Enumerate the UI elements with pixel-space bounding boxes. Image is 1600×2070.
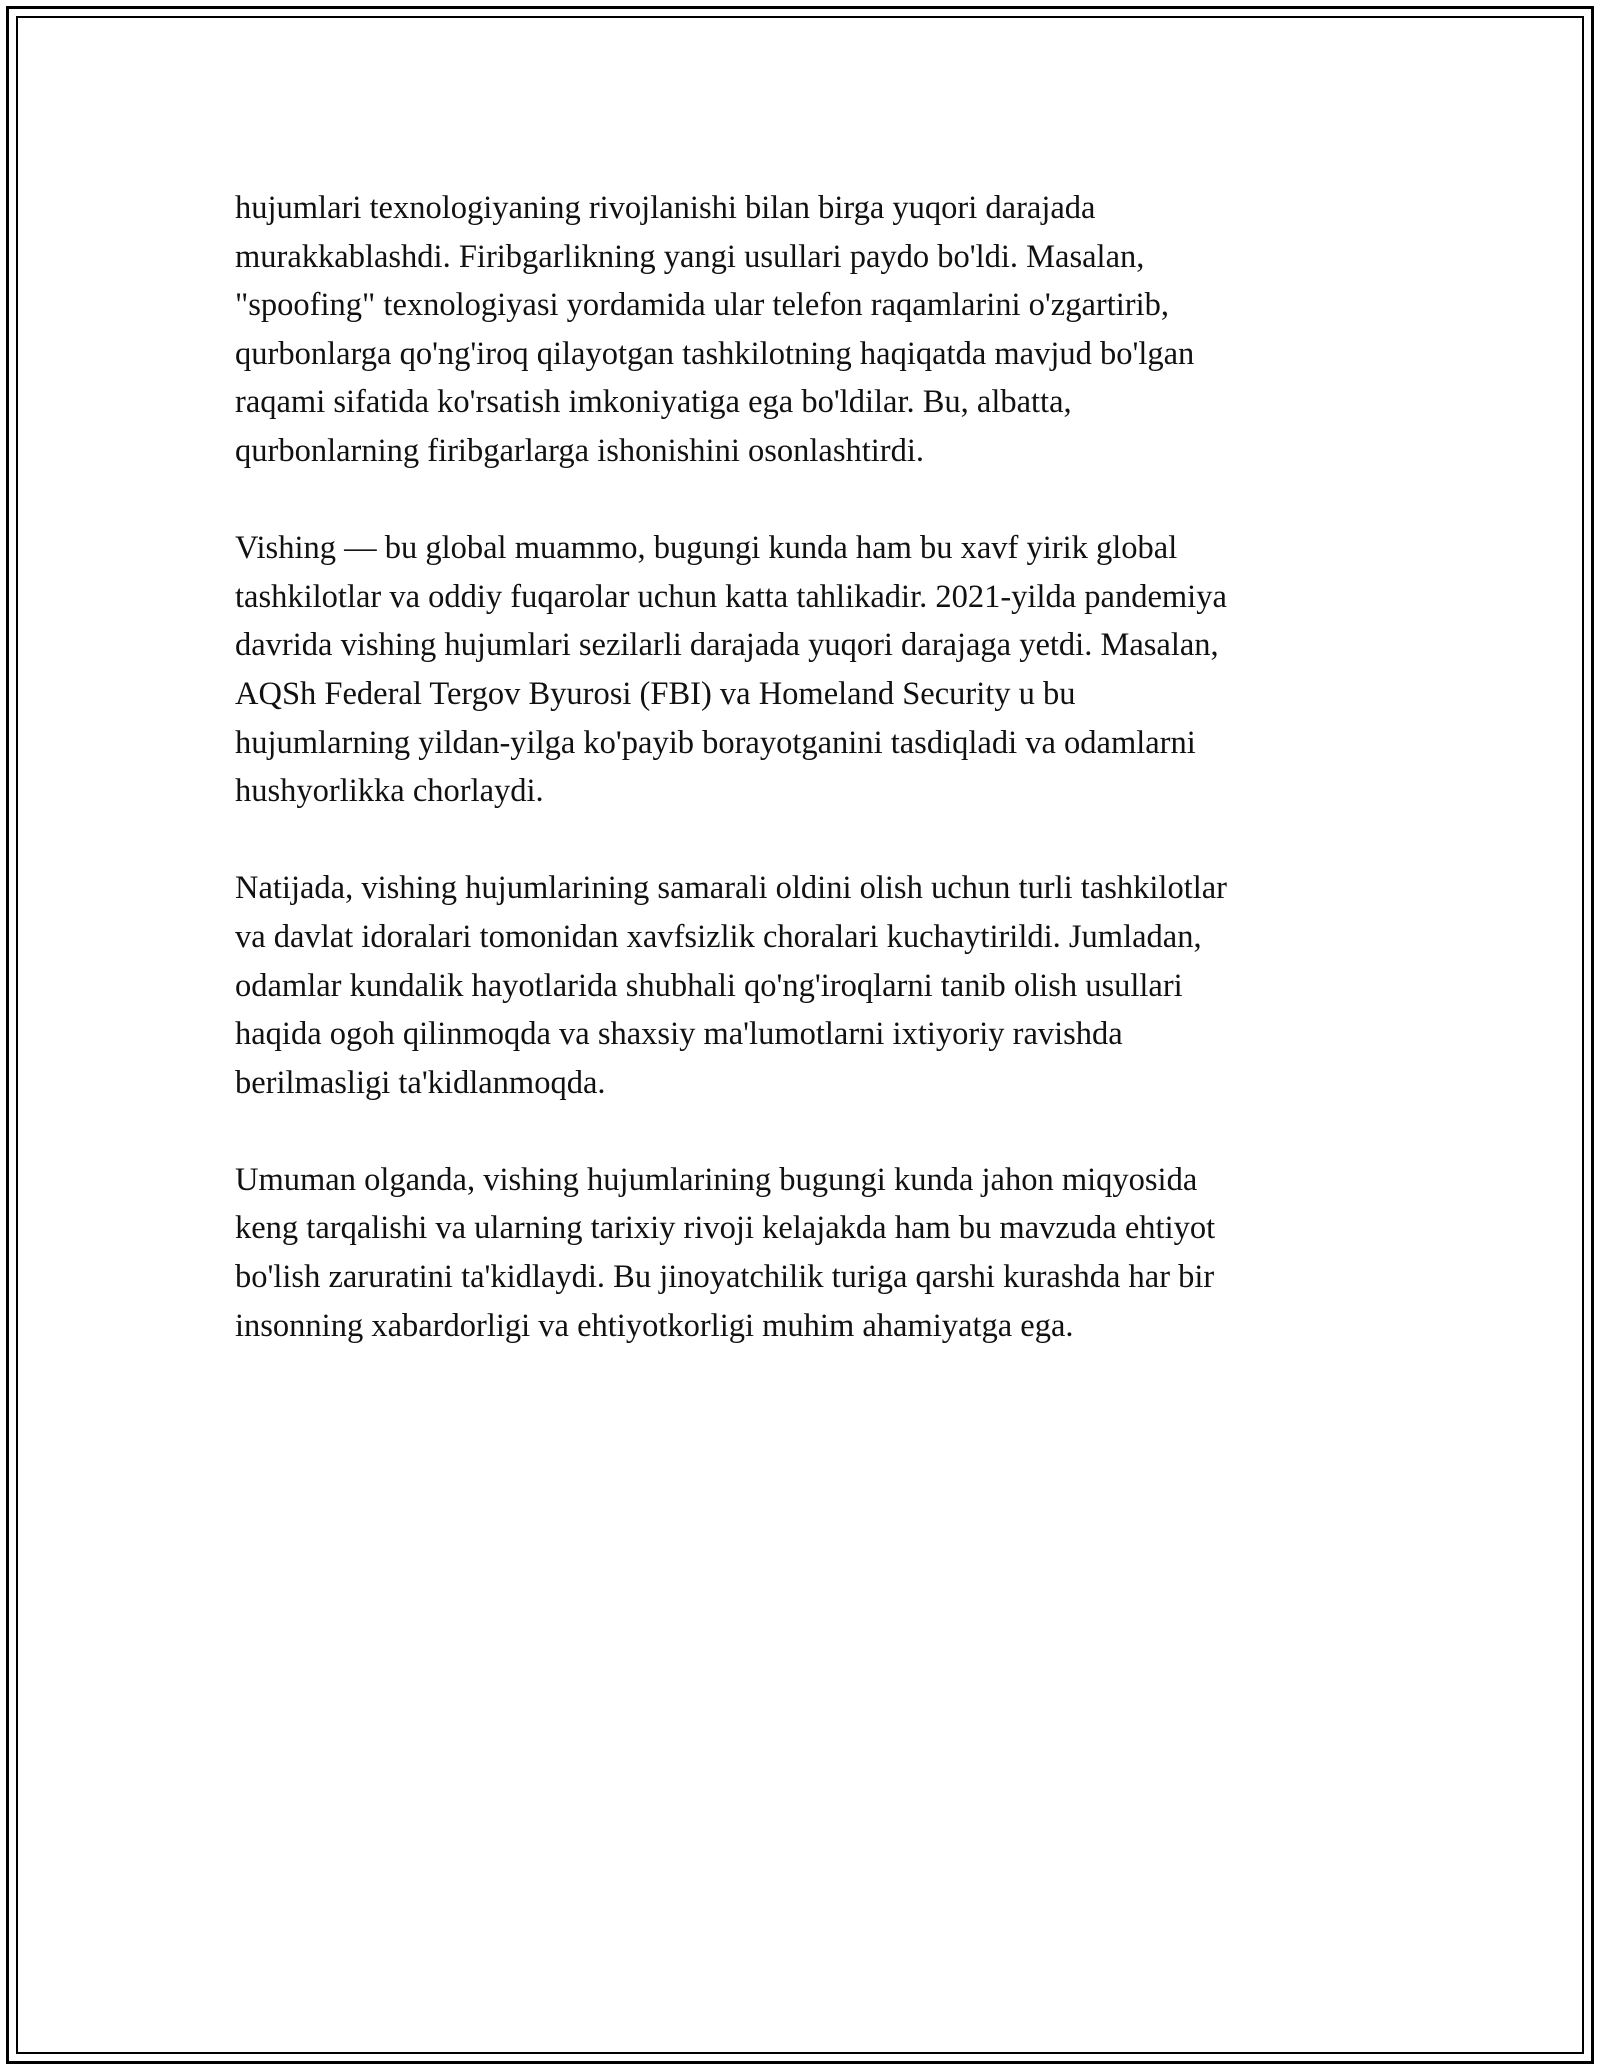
paragraph-global-problem: Vishing — bu global muammo, bugungi kunda ham bu xavf yirik global tashkilotlar va oddiy fuqarolar uchun katta tahlikadir. 2021-yilda pandemiya davrida vishing hujumlari sezilarli darajada yuqori darajaga yetdi. Masalan, AQSh Federal Tergov Byurosi (FBI) va Homeland Security u bu hujumlarning yildan-yilga ko'payib borayotganini tasdiqladi va odamlarni hushyorlikka chorlaydi. bbox=[235, 530, 1227, 810]
document-body bbox=[235, 184, 1395, 1399]
paragraph-conclusion: Umuman olganda, vishing hujumlarining bugungi kunda jahon miqyosida keng tarqalishi va ularning tarixiy rivoji kelajakda ham bu mavzuda ehtiyot bo'lish zaruratini ta'kidlaydi. Bu jinoyatchilik turiga qarshi kurashda har bir insonning xabardorligi va ehtiyotkorligi muhim ahamiyatga ega. bbox=[235, 1161, 1216, 1344]
paragraph-spoofing: hujumlari texnologiyaning rivojlanishi bilan birga yuqori darajada murakkablashdi. Firibgarlikning yangi usullari paydo bo'ldi. Masalan, "spoofing" texnologiyasi yordamida ular telefon raqamlarini o'zgartirib, qurbonlarga qo'ng'iroq qilayotgan tashkilotning haqiqatda mavjud bo'lgan raqami sifatida ko'rsatish imkoniyatiga ega bo'ldilar. Bu, albatta, qurbonlarning firibgarlarga ishonishini osonlashtirdi. bbox=[235, 190, 1195, 469]
paragraph-security-measures: Natijada, vishing hujumlarining samarali oldini olish uchun turli tashkilotlar va davlat idoralari tomonidan xavfsizlik choralari kuchaytirildi. Jumladan, odamlar kundalik hayotlarida shubhali qo'ng'iroqlarni tanib olish usullari haqida ogoh qilinmoqda va shaxsiy ma'lumotlarni ixtiyoriy ravishda berilmasligi ta'kidlanmoqda. bbox=[235, 870, 1227, 1101]
